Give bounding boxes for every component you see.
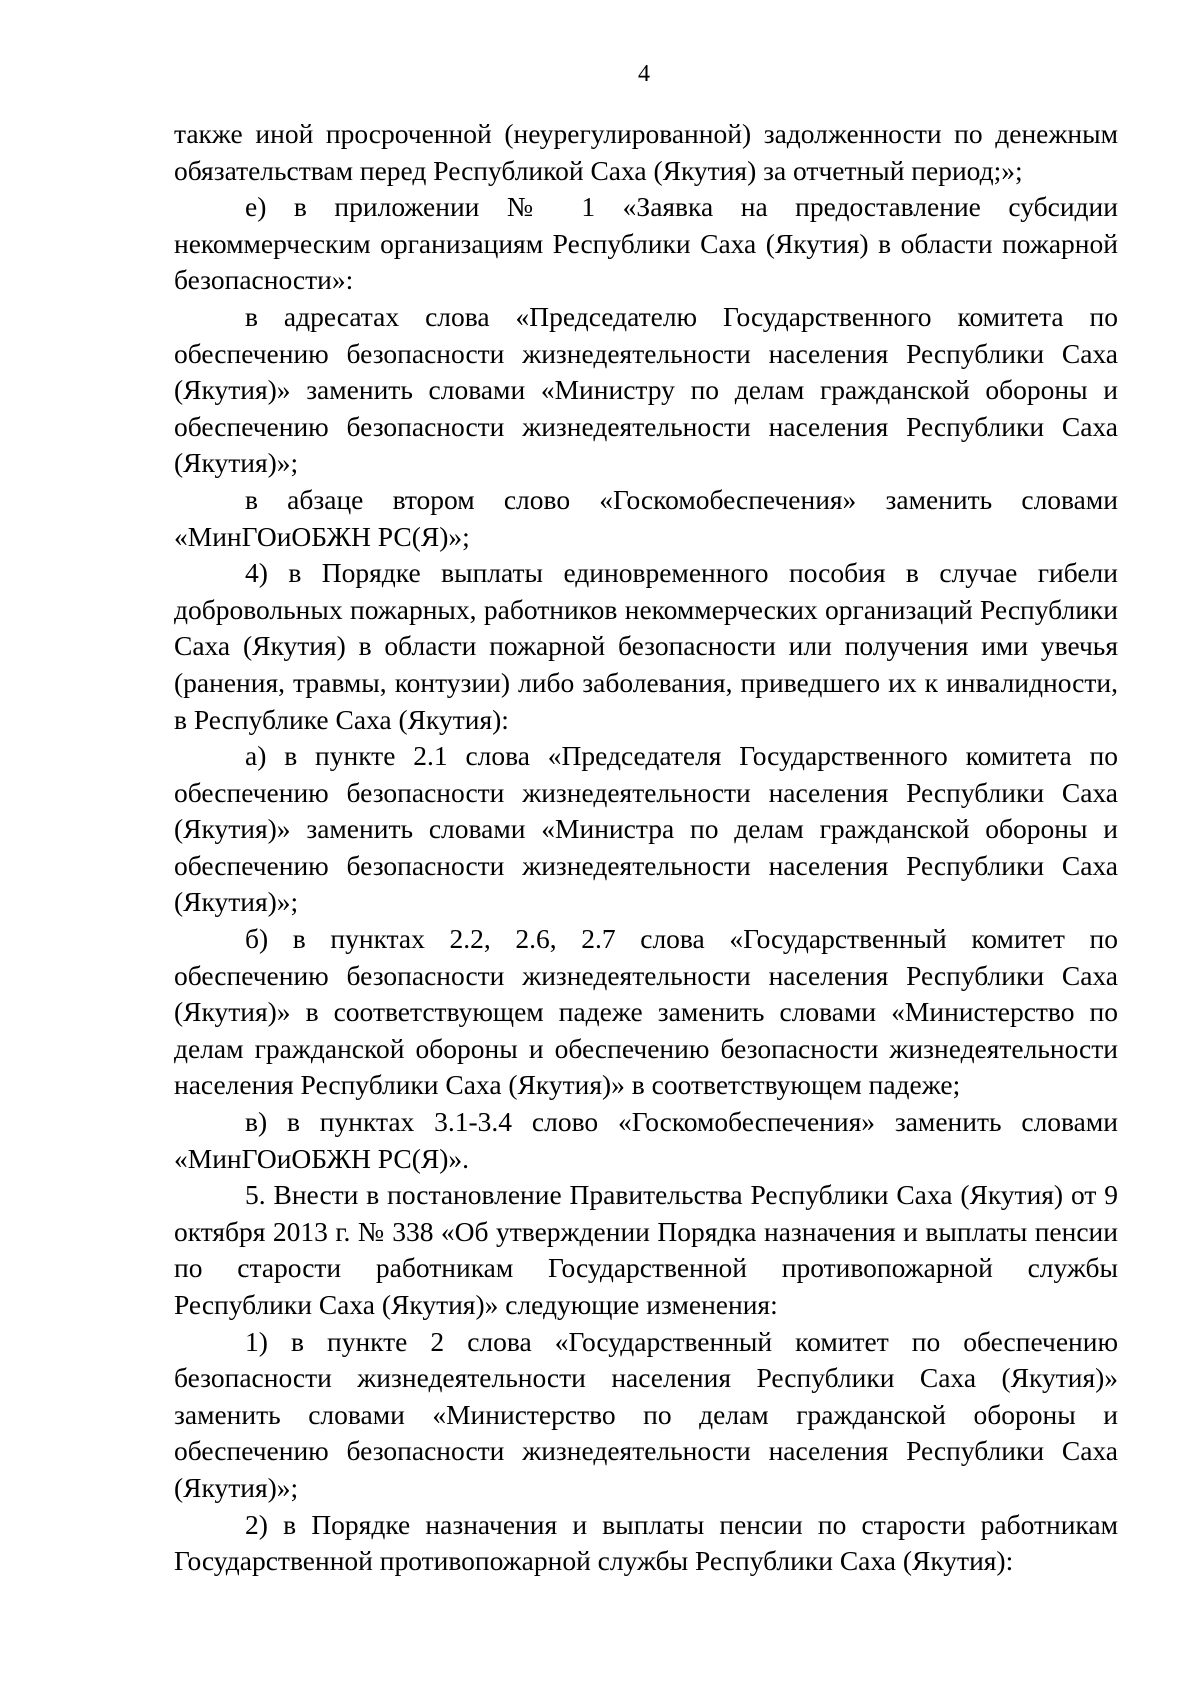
paragraph-item-4v: в) в пунктах 3.1-3.4 слово «Госкомобеспечения» заменить словами «МинГОиОБЖН РС(Я)». — [174, 1106, 1118, 1174]
paragraph-item-4a: а) в пункте 2.1 слова «Председателя Государственного комитета по обеспечению безопасности жизнедеятельности населения Республики Саха (Якутия)» заменить словами «Министра по делам гражданской обороны и обеспечению безопасности жизнедеятельности населения Республики Саха (Якутия)»; — [174, 740, 1118, 918]
paragraph-second-abzac: в абзаце втором слово «Госкомобеспечения» заменить словами «МинГОиОБЖН РС(Я)»; — [174, 483, 1118, 552]
paragraph-item-5: 5. Внести в постановление Правительства Республики Саха (Якутия) от 9 октября 2013 г. № 338 «Об утверждении Порядка назначения и выплаты пенсии по старости работникам Государственной противопожарной службы Республики Саха (Якутия)» следующие изменения: — [174, 1179, 1118, 1320]
paragraph-item-4: 4) в Порядке выплаты единовременного пособия в случае гибели добровольных пожарных, работников некоммерческих организаций Республики Саха (Якутия) в области пожарной безопасности или получения ими увечья (ранения, травмы, контузии) либо заболевания, приведшего их к инвалидности, в Республике Саха (Якутия): — [174, 557, 1118, 735]
paragraph-item-5-2: 2) в Порядке назначения и выплаты пенсии по старости работникам Государственной противопожарной службы Республики Саха (Якутия): — [174, 1508, 1118, 1577]
document-body — [174, 116, 1118, 1580]
paragraph-item-5-1: 1) в пункте 2 слова «Государственный комитет по обеспечению безопасности жизнедеятельности населения Республики Саха (Якутия)» заменить словами «Министерство по делам гражданской обороны и обеспечению безопасности жизнедеятельности населения Республики Саха (Якутия)»; — [174, 1325, 1118, 1503]
page-number: 4 — [638, 61, 650, 87]
paragraph-item-e: е) в приложении № 1 «Заявка на предоставление субсидии некоммерческим организациям Республики Саха (Якутия) в области пожарной безопасности»: — [174, 191, 1118, 296]
paragraph-continuation: также иной просроченной (неурегулированной) задолженности по денежным обязательствам перед Республикой Саха (Якутия) за отчетный период;»; — [174, 118, 1118, 186]
paragraph-addressees: в адресатах слова «Председателю Государственного комитета по обеспечению безопасности жизнедеятельности населения Республики Саха (Якутия)» заменить словами «Министру по делам гражданской обороны и обеспечению безопасности жизнедеятельности населения Республики Саха (Якутия)»; — [174, 300, 1118, 479]
paragraph-item-4b: б) в пунктах 2.2, 2.6, 2.7 слова «Государственный комитет по обеспечению безопасности жизнедеятельности населения Республики Саха (Якутия)» в соответствующем падеже заменить словами «Министерство по делам гражданской обороны и обеспечению безопасности жизнедеятельности населения Республики Саха (Якутия)» в соответствующем падеже; — [174, 923, 1118, 1101]
